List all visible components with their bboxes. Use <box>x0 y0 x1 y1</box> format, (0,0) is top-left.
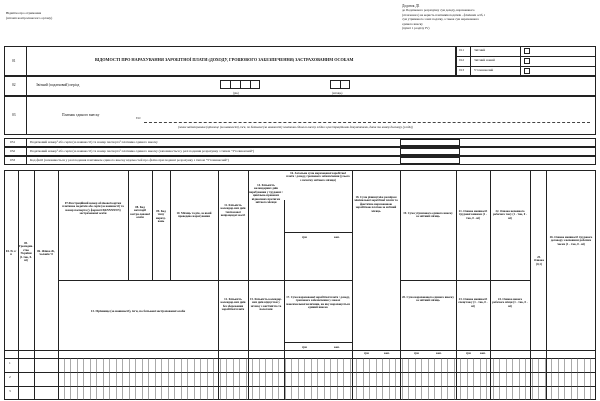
col-14-header: 14. Кількість календарних днів перебування у трудових / цивільно-правових відносинах протягом звітного місяця <box>249 183 283 205</box>
col-16-uah: грн <box>302 235 307 239</box>
report-code-011: 011 <box>459 48 464 52</box>
col-18-header: 18. Сума різниці між розміром мінімальної заробітної плати та фактично нарахованою заробітною платою за звітний місяць <box>354 195 398 213</box>
form-title: ВІДОМОСТІ ПРО НАРАХУВАННЯ ЗАРОБІТНОЇ ПЛАТИ (ДОХОДУ, ГРОШОВОГО ЗАБЕЗПЕЧЕННЯ) ЗАСТРАХОВАНИМ ОСОБАМ <box>95 57 354 62</box>
col-19-header: 19. Сума утриманого єдиного внеску за звітний місяць <box>403 211 453 219</box>
report-checkbox-013[interactable] <box>524 68 530 74</box>
year-caption: (рік) <box>233 91 239 95</box>
data-grid-row-3[interactable] <box>58 386 596 400</box>
col-13-header: 13. Прізвище (за наявності), ім'я, по батькові застрахованої особи <box>90 309 186 313</box>
row-032-input[interactable] <box>400 148 460 155</box>
col-18-kop: коп. <box>384 351 390 355</box>
col-25-header: 25. Ознака (0,1) <box>534 255 544 266</box>
col-12-header: 12. Кількість календар-них днів без збереження заробітної плати <box>220 297 246 312</box>
row-031-code: 031 <box>10 139 16 144</box>
col-17-kop: коп. <box>334 345 340 349</box>
data-grid-row-1[interactable] <box>58 358 596 372</box>
col-15-header: 15. Кількість календар-них днів відпустки у зв'язку з вагітністю та пологами <box>249 297 283 312</box>
payer-hint: (повне найменування (прізвище (за наявності), ім'я, по батькові (за наявності) платника єдиного внеску згідно з реєстраційними документами, дата та номер договору (угоди)) <box>178 125 414 129</box>
col-20-uah: грн <box>466 351 471 355</box>
col-19-uah: грн <box>414 351 419 355</box>
row-01-code: 01 <box>12 59 16 63</box>
col-26-header: 26. Ознака наявності трудового договору з неповним робочим часом (1 - так, 0 - ні) <box>549 235 593 246</box>
col-09-header: 09. Код типу нараху-вань <box>155 209 167 224</box>
col-19-kop: коп. <box>436 351 442 355</box>
report-code-012-label: Звітний новий <box>474 58 495 62</box>
row-02-code: 02 <box>12 83 16 87</box>
payer-prefix: ЄО <box>136 116 141 120</box>
report-code-011-label: Звітний <box>474 48 486 52</box>
col-11-header: 11. Кількість календар-них днів тимчасової непрацездат-ності <box>220 203 246 218</box>
col-24-header: 24. Ознака нового робочого місця (1 - так, 0 - ні) <box>492 297 528 308</box>
payer-label: Платник єдиного внеску <box>62 113 100 117</box>
col-16-header: 16. Загальна сума нарахованої заробітної плати / доходу, грошового забезпечення (усього з початку звітного місяця) <box>286 171 350 182</box>
col-17-header: 17. Сума нарахованої заробітної плати / доходу, грошового забезпечення у межах максимальної величини, на яку нараховується єдиний внесок <box>286 295 350 310</box>
month-caption: (місяць) <box>332 91 343 95</box>
col-06-header: 06. Жінка Ж, чоловік Ч <box>37 249 55 257</box>
col-16-kop: коп. <box>334 235 340 239</box>
row-number-1: 1 <box>9 361 11 365</box>
col-20-kop: коп. <box>480 351 486 355</box>
col-05-header: 05. Громадян-ство України (1-так, 0-ні) <box>19 241 34 263</box>
col-10-header: 10. Місяць та рік, за який проведено нарахування <box>176 211 212 219</box>
data-grid-row-2[interactable] <box>58 372 596 386</box>
row-number-2: 2 <box>9 375 11 379</box>
row-033-input[interactable] <box>400 157 460 164</box>
col-07-header: 07.Реєстраційний номер облікової картки платника податків або серія (за наявності) та номер паспорта (у форматі БКNNNNNN) застрахованої особи <box>62 201 124 216</box>
col-23-header: 23. Ознака наявності спецстажу (1 - так, 0 - ні) <box>458 297 488 308</box>
report-code-013-label: Уточнюючий <box>474 68 494 72</box>
row-03-code: 03 <box>12 113 16 117</box>
payer-name-input[interactable] <box>144 122 590 123</box>
col-21-header: 21. Ознака наявності трудової книжки (1 - так, 0 - ні) <box>458 209 488 220</box>
col-18-uah: грн <box>364 351 369 355</box>
col-20-header: 20. Сума нарахованого єдиного внеску за звітний місяць <box>402 295 454 303</box>
row-031-input[interactable] <box>400 139 460 146</box>
appendix-line-5: (пункт 1 розділу IV) <box>402 26 430 30</box>
row-032-code: 032 <box>10 148 16 153</box>
row-number-3: 3 <box>9 389 11 393</box>
report-code-013: 013 <box>459 68 465 72</box>
row-032-text: Податковий номер¹ або серія (за наявності) та номер паспорта² платника єдиного внеску (заповнюється у разі подання розрахунку з типом "Уточнюючий") <box>30 148 255 153</box>
appendix-line-4: єдиного внеску <box>402 21 423 26</box>
appendix-line-2: (сплаченого) на користь платників податків - фізичних осіб, і <box>402 12 486 17</box>
col-08-header: 08. Код категорії застра-хованої особи <box>130 205 150 220</box>
col-04-header: 04. № з/п <box>5 249 17 257</box>
receipt-mark-label: Відмітка про отримання <box>6 11 41 15</box>
report-code-012: 012 <box>459 58 465 62</box>
col-22-header: 22. Ознака неповного робочого часу (1 - так, 0 - ні) <box>492 209 527 220</box>
receipt-stamp-label: (штамп контролюючого органу) <box>6 16 53 20</box>
reporting-period-label: Звітний (податковий) період <box>36 83 80 87</box>
row-02 <box>4 76 596 96</box>
row-031-text: Податковий номер¹ або серія (за наявності) та номер паспорта² платника єдиного внеску <box>30 139 158 144</box>
report-checkbox-012[interactable] <box>524 58 530 64</box>
report-checkbox-011[interactable] <box>524 48 530 54</box>
appendix-line-1: до Податкового розрахунку сум доходу, нарахованого <box>402 8 475 12</box>
appendix-line-3: сум утриманого з них податку, а також сум нарахованого <box>402 17 480 21</box>
col-17-uah: грн <box>302 345 307 349</box>
row-033-code: 033 <box>10 157 16 162</box>
row-033-text: Код філії (заповнюється у разі подання платником єдиного внеску відомостей про філію при поданні розрахунку з типом "Уточнюючий") <box>30 157 229 162</box>
appendix-title: Додаток Д1 <box>402 4 420 8</box>
